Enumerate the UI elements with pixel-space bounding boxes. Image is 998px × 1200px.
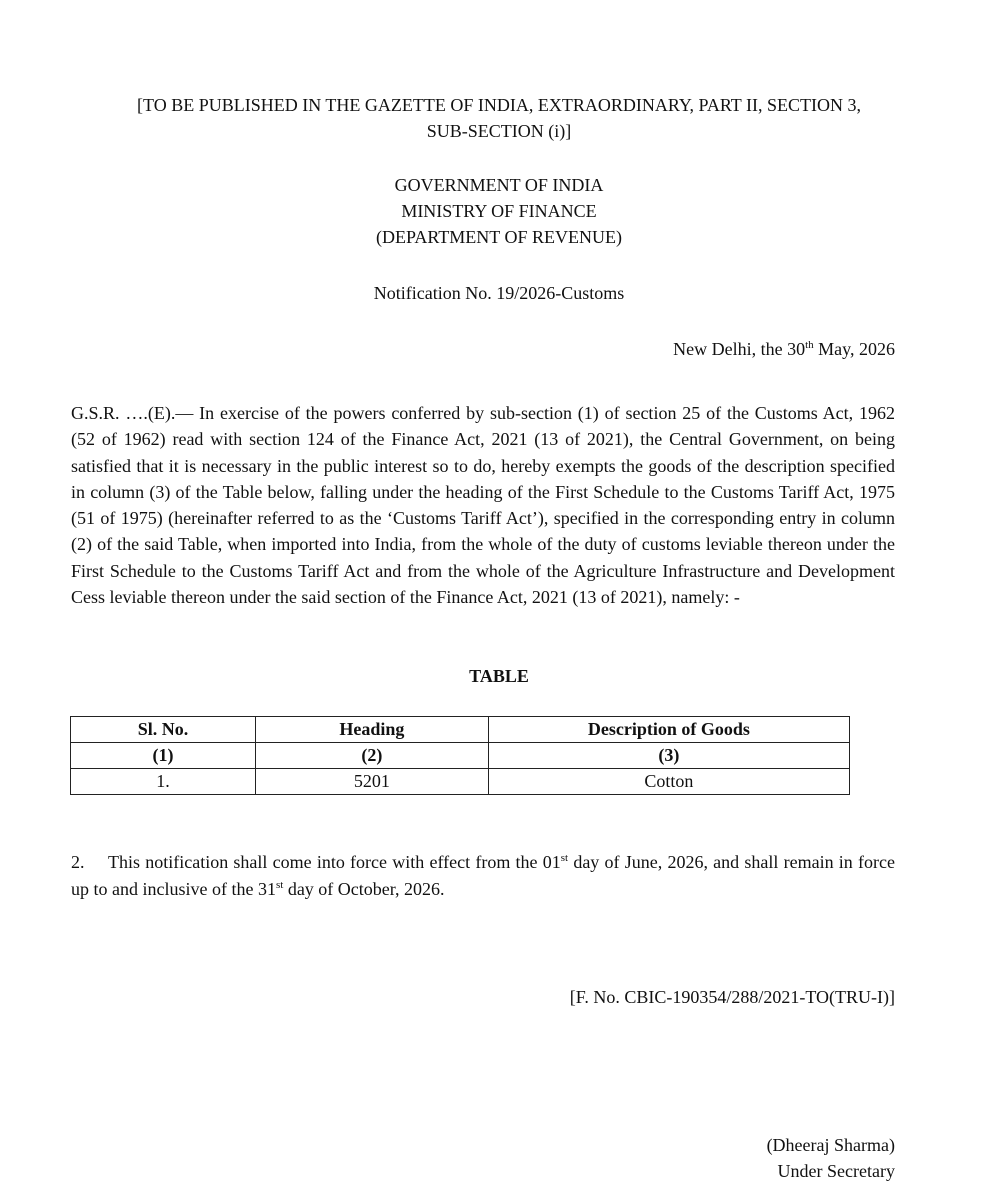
table-header-row	[71, 717, 850, 743]
cell-description: Cotton	[488, 769, 849, 795]
para2-text-3: day of October, 2026.	[283, 879, 445, 899]
signatory-designation: Under Secretary	[777, 1161, 895, 1181]
gazette-heading	[0, 92, 998, 144]
header-heading: Heading	[255, 717, 488, 743]
column-number-3: (3)	[488, 743, 849, 769]
column-number-2: (2)	[255, 743, 488, 769]
column-number-1: (1)	[71, 743, 256, 769]
date-ordinal: th	[805, 339, 814, 351]
government-name: GOVERNMENT OF INDIA	[394, 175, 604, 195]
file-number: [F. No. CBIC-190354/288/2021-TO(TRU-I)]	[569, 987, 895, 1007]
notification-number: Notification No. 19/2026-Customs	[373, 283, 625, 303]
header-description: Description of Goods	[488, 717, 849, 743]
para2-ordinal-2: st	[275, 879, 284, 891]
cell-sl-no: 1.	[71, 769, 256, 795]
table-column-number-row	[71, 743, 850, 769]
date-prefix: New Delhi, the 30	[673, 339, 806, 359]
para2-text-1: This notification shall come into force with effect from the 01	[108, 852, 561, 872]
date-suffix: May, 2026	[813, 339, 895, 359]
gazette-line-2: SUB-SECTION (i)]	[426, 121, 572, 141]
signatory-name: (Dheeraj Sharma)	[766, 1135, 895, 1155]
issuing-authority	[0, 172, 998, 250]
para2-ordinal-1: st	[560, 852, 569, 864]
department-name: (DEPARTMENT OF REVENUE)	[376, 227, 622, 247]
paragraph-number: 2.	[71, 852, 85, 872]
para2-text-2: day of June, 2026, and shall remain in force up to and inclusive of the 31	[71, 852, 895, 899]
signatory-block	[767, 1132, 895, 1184]
goods-table	[70, 716, 850, 795]
place-date	[673, 336, 895, 362]
cell-heading: 5201	[255, 769, 488, 795]
gazette-line-1: [TO BE PUBLISHED IN THE GAZETTE OF INDIA, EXTRAORDINARY, PART II, SECTION 3,	[137, 95, 861, 115]
ministry-name: MINISTRY OF FINANCE	[401, 201, 597, 221]
main-paragraph: G.S.R. ….(E).— In exercise of the powers conferred by sub-section (1) of section 25 of the Customs Act, 1962 (52 of 1962) read with section 124 of the Finance Act, 2021 (13 of 2021), the Central Government, on being satisfied that it is necessary in the public interest so to do, hereby exempts the goods of the description specified in column (3) of the Table below, falling under the heading of the First Schedule to the Customs Tariff Act, 1975 (51 of 1975) (hereinafter referred to as the ‘Customs Tariff Act’), specified in the corresponding entry in column (2) of the said Table, when imported into India, from the whole of the duty of customs leviable thereon under the First Schedule to the Customs Tariff Act and from the whole of the Agriculture Infrastructure and Development Cess leviable thereon under the said section of the Finance Act, 2021 (13 of 2021), namely: -	[71, 403, 895, 608]
table-title: TABLE	[469, 666, 529, 686]
effective-date-paragraph	[71, 849, 895, 903]
table-row	[71, 769, 850, 795]
header-sl-no: Sl. No.	[71, 717, 256, 743]
